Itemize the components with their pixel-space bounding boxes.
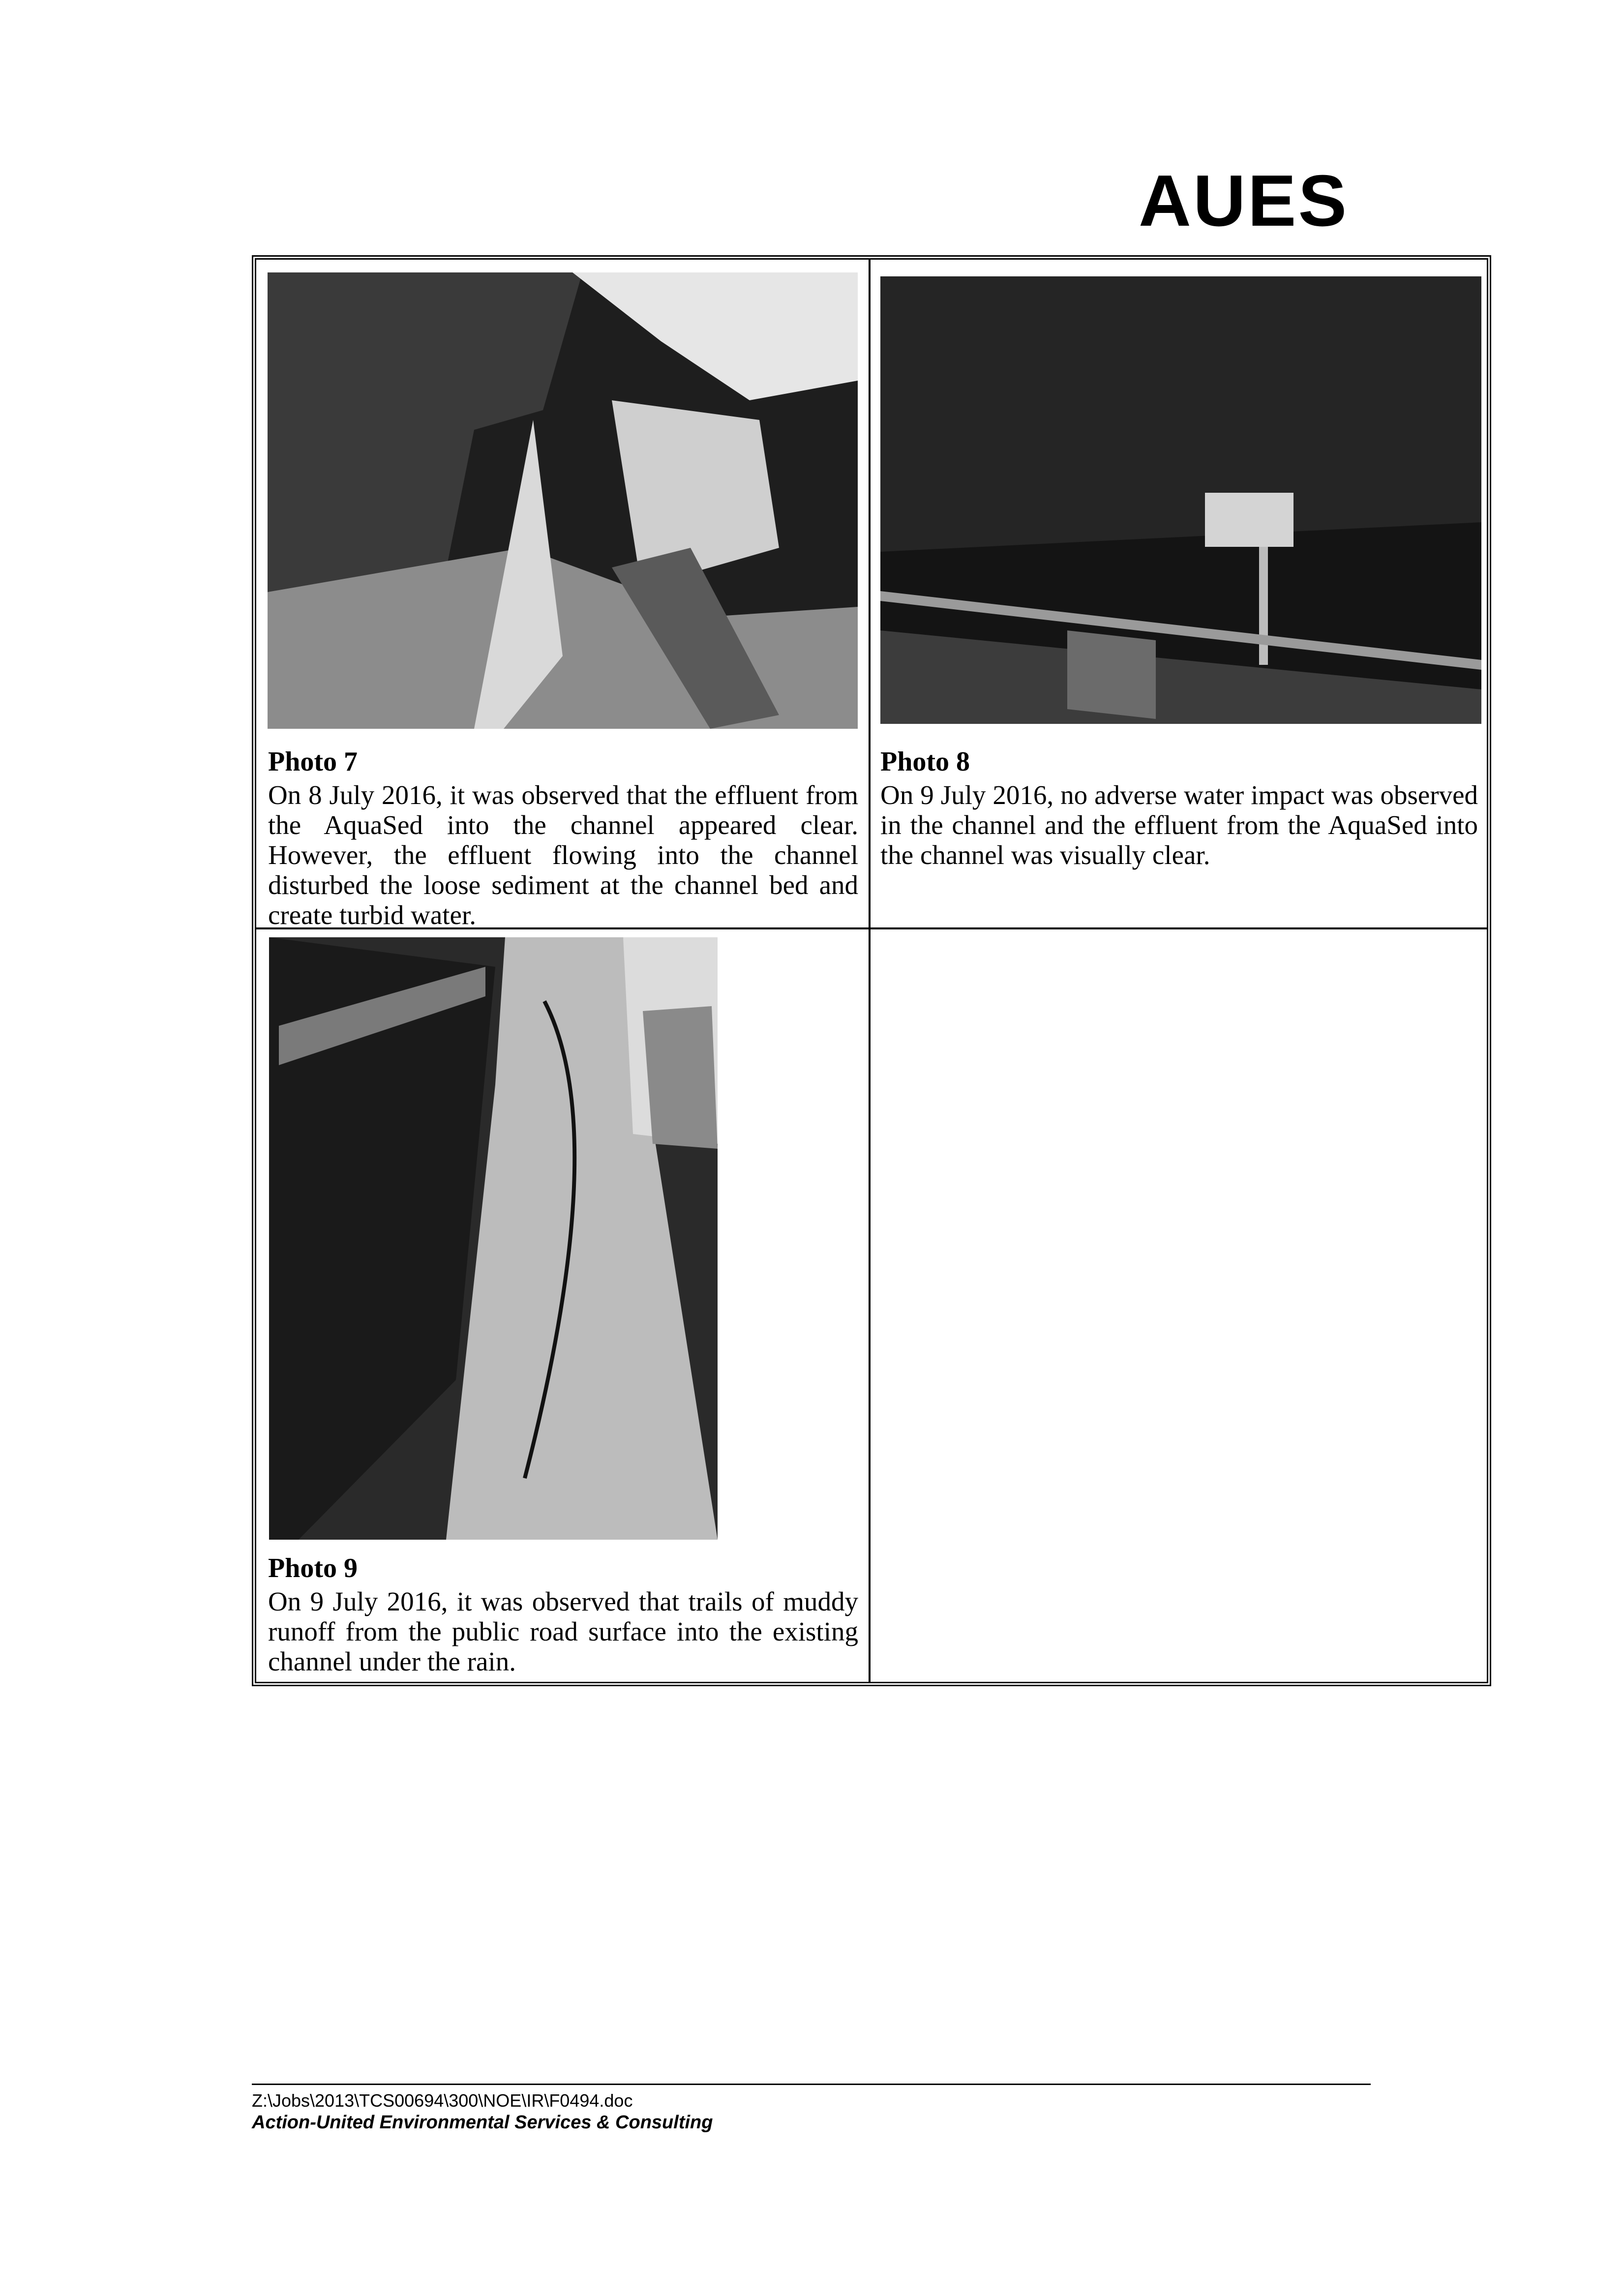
photo-9-caption: On 9 July 2016, it was observed that trails of muddy runoff from the public road surface into the existing channel under the rain. [268, 1586, 858, 1676]
footer-company-name: Action-United Environmental Services & Consulting [252, 2112, 713, 2133]
photo-7-title: Photo 7 [268, 746, 358, 777]
empty-cell [871, 929, 1487, 1682]
photo-7-caption: On 8 July 2016, it was observed that the effluent from the AquaSed into the channel appeared clear. However, the effluent flowing into the channel disturbed the loose sediment at the channel bed and create turbid water. [268, 780, 858, 930]
photo-8-caption: On 9 July 2016, no adverse water impact was observed in the channel and the effluent from the AquaSed into the channel was visually clear. [880, 780, 1478, 870]
photo-cell-7 [256, 260, 869, 930]
photo-table [252, 255, 1491, 1686]
company-logo: AUES [1139, 160, 1349, 241]
photo-7-image [268, 272, 858, 729]
footer-file-path: Z:\Jobs\2013\TCS00694\300\NOE\IR\F0494.doc [252, 2090, 633, 2111]
photo-8-image [880, 276, 1481, 724]
photo-8-title: Photo 8 [880, 746, 970, 777]
footer-rule [252, 2084, 1371, 2085]
photo-cell-8 [871, 260, 1487, 927]
photo-9-image [269, 937, 718, 1540]
photo-9-title: Photo 9 [268, 1553, 358, 1583]
photo-cell-9 [256, 929, 869, 1682]
